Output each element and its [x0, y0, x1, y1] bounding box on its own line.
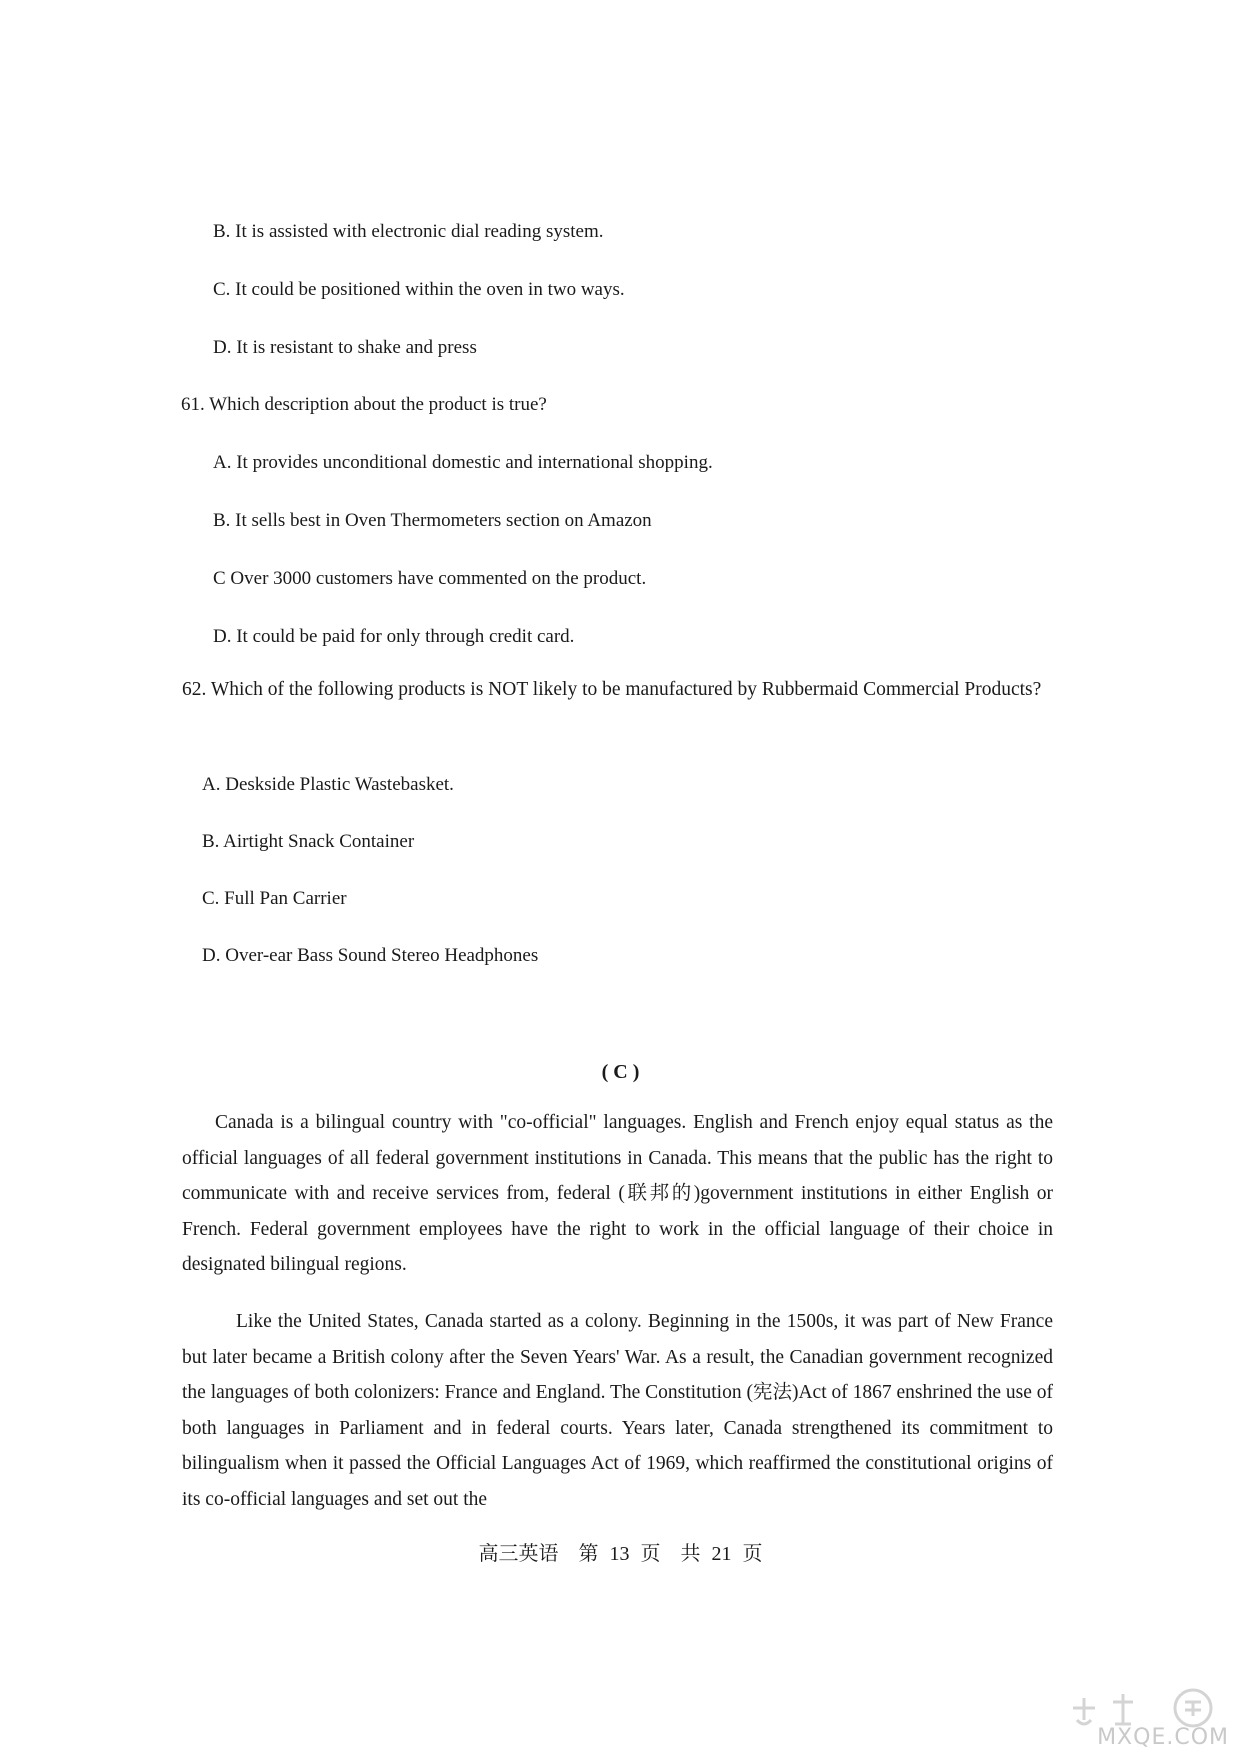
q62-option-c: C. Full Pan Carrier — [202, 888, 347, 909]
passage-paragraph-1 — [182, 1105, 1053, 1283]
q60-option-b: B. It is assisted with electronic dial reading system. — [213, 221, 604, 242]
watermark-site-text: MXQE.COM — [1097, 1725, 1229, 1750]
section-heading: ( C ) — [601, 1061, 640, 1083]
page-footer: 高三英语 第 13 页 共 21 页 — [478, 1543, 763, 1565]
passage-paragraph-1-text: Canada is a bilingual country with "co-official" languages. English and French enjoy equal status as the official languages of all federal government institutions in Canada. This means that the public has the right to communicate with and receive services from, federal (联邦的)government institutions in either English or French. Federal government employees have the right to work in the official language of their choice in designated bilingual regions. — [182, 1112, 1053, 1276]
q61-option-d: D. It could be paid for only through credit card. — [213, 626, 575, 647]
q60-option-c: C. It could be positioned within the oven in two ways. — [213, 279, 625, 300]
passage-paragraph-2 — [182, 1304, 1053, 1518]
q61-option-c: C Over 3000 customers have commented on the product. — [213, 568, 647, 589]
q61-question: 61. Which description about the product is true? — [181, 394, 547, 415]
q62-option-b: B. Airtight Snack Container — [202, 831, 415, 852]
q61-option-b: B. It sells best in Oven Thermometers section on Amazon — [213, 510, 652, 531]
q60-option-d: D. It is resistant to shake and press — [213, 337, 477, 358]
q61-option-a: A. It provides unconditional domestic and international shopping. — [213, 452, 713, 473]
q62-option-d: D. Over-ear Bass Sound Stereo Headphones — [202, 945, 539, 966]
passage-paragraph-2-text: Like the United States, Canada started as a colony. Beginning in the 1500s, it was part of New France but later became a British colony after the Seven Years' War. As a result, the Canadian government recognized the languages of both colonizers: France and England. The Constitution (宪法)Act of 1867 enshrined the use of both languages in Parliament and in federal courts. Years later, Canada strengthened its commitment to bilingualism when it passed the Official Languages Act of 1969, which reaffirmed the constitutional origins of its co-official languages and set out the — [182, 1311, 1053, 1510]
q62-question: 62. Which of the following products is NOT likely to be manufactured by Rubbermaid Commercial Products? — [182, 679, 1042, 700]
watermark-logo — [1053, 1680, 1231, 1752]
q62-option-a: A. Deskside Plastic Wastebasket. — [202, 774, 454, 795]
